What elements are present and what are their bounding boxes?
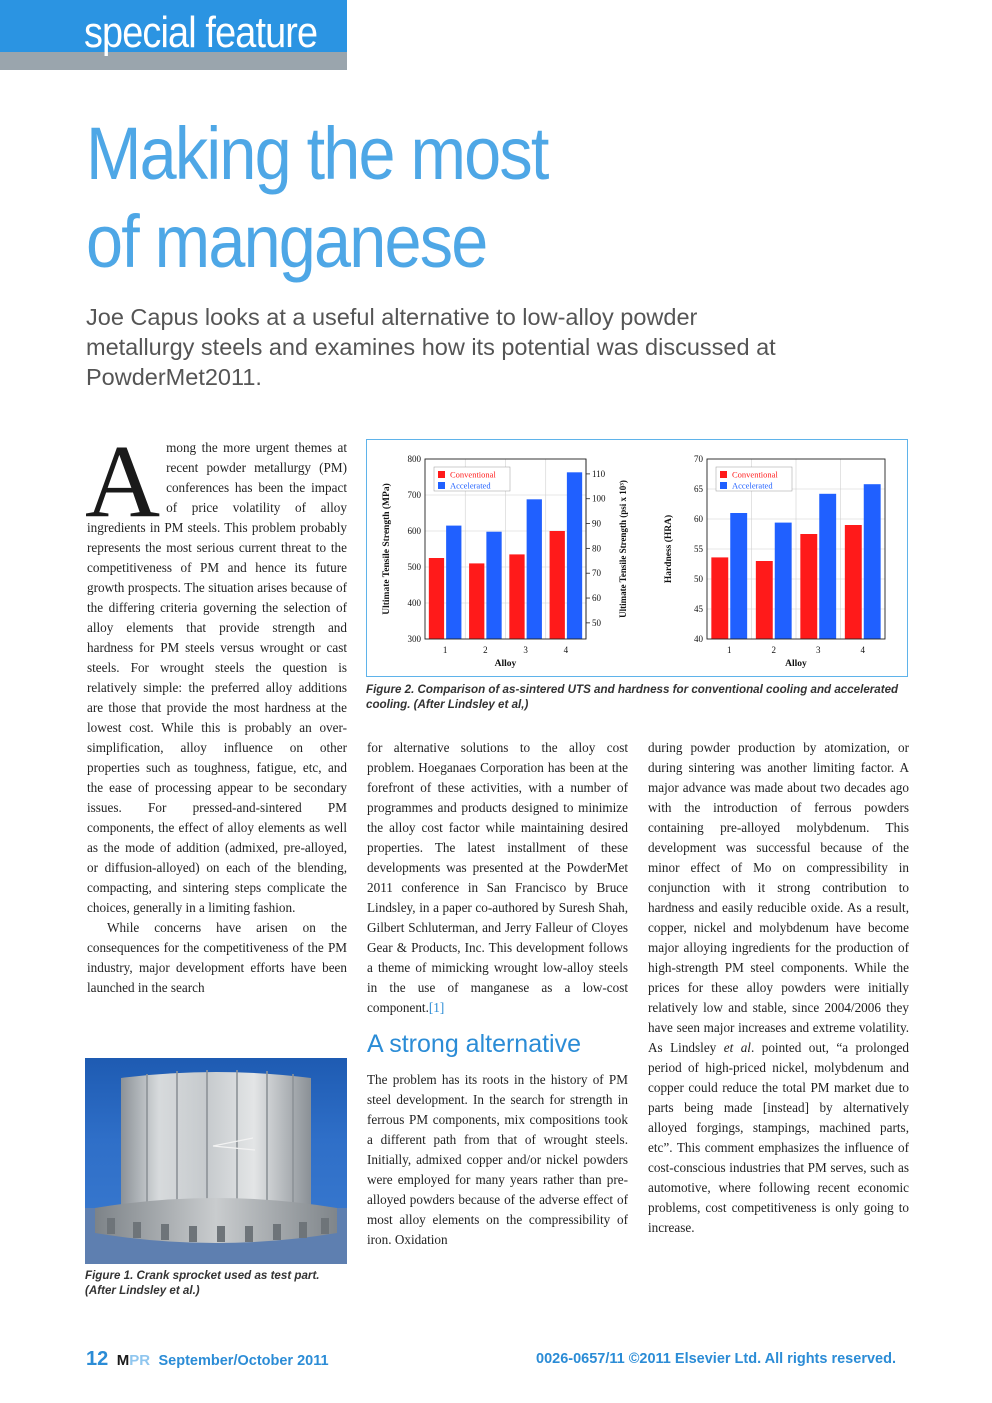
x-tick-label: 4	[563, 645, 569, 655]
figure-1-caption: Figure 1. Crank sprocket used as test part. (After Lindsley et al.)	[85, 1269, 320, 1297]
x-axis-label: Alloy	[494, 659, 517, 669]
column-3	[648, 738, 909, 1238]
col3-text-a: during powder production by atomization, or during sintering was another limiting factor. A major advance was made about two decades ago with the introduction of ferrous powders containing pre-alloyed molybdenum. This development was successful because of the minor effect of Mo on compressibility in conjunction with it strong contribution to hardness and easily reducible oxide. As a result, copper, nickel and molybdenum have become major alloying ingredients for the production of high-strength PM steel components. While the prices for these alloy powders were initially relatively low and stable, since 2004/2006 they have seen major increases and extreme volatility. As Lindsley	[648, 740, 909, 1055]
bar-conventional	[800, 534, 817, 639]
y-axis-label: Ultimate Tensile Strength (MPa)	[382, 483, 392, 615]
title-line-2: of manganese	[86, 200, 487, 283]
legend-entry: Conventional	[450, 469, 496, 480]
legend-entry: Conventional	[732, 469, 778, 480]
legend-swatch	[438, 482, 445, 489]
figure-1-photo	[85, 1058, 347, 1264]
legend-swatch	[720, 482, 727, 489]
y-tick-label: 500	[407, 562, 421, 572]
y-tick-label: 800	[407, 454, 421, 464]
y2-tick-label: 110	[592, 468, 606, 479]
y-tick-label: 40	[694, 634, 703, 644]
y-tick-label: 60	[694, 514, 703, 524]
col3-text-b: . pointed out, “a prolonged period of high-priced nickel, molybdenum and copper could reduce the total PM market due to parts being made [instead] by alternatively alloyed forgings, stampings, machined parts, etc”. This comment emphasizes the influence of cost-conscious industries that PM serves, such as automotive, where following recent economic problems, cost competitiveness is only going to increase.	[648, 1040, 910, 1235]
standfirst: Joe Capus looks at a useful alternative to low-alloy powder metallurgy steels and examines how its potential was discussed at PowderMet2011.	[86, 304, 776, 390]
legend-swatch	[720, 471, 727, 478]
bar-accelerated	[567, 472, 582, 639]
x-axis-label: Alloy	[785, 659, 807, 669]
y2-tick-label: 50	[592, 617, 601, 628]
bar-conventional	[756, 561, 773, 639]
y-tick-label: 50	[694, 574, 703, 584]
bar-conventional	[429, 558, 444, 639]
column-2	[367, 738, 628, 1250]
legend-swatch	[438, 471, 445, 478]
x-tick-label: 1	[727, 645, 732, 655]
magazine-logo	[117, 1352, 150, 1369]
legend-entry: Accelerated	[450, 480, 491, 491]
bar-accelerated	[819, 494, 836, 639]
y-tick-label: 300	[407, 634, 421, 644]
bar-conventional	[509, 554, 524, 639]
bar-accelerated	[730, 513, 747, 639]
bar-accelerated	[864, 484, 881, 639]
title-line-1: Making the most	[86, 112, 548, 195]
x-tick-label: 1	[442, 645, 448, 655]
crank-sprocket-image	[85, 1058, 347, 1264]
magazine-logo-pr: PR	[129, 1352, 151, 1369]
x-tick-label: 2	[771, 645, 776, 655]
y-tick-label: 55	[694, 544, 703, 554]
bar-accelerated	[775, 523, 792, 639]
x-tick-label: 4	[860, 645, 865, 655]
bar-conventional	[469, 563, 484, 639]
subheading: A strong alternative	[367, 1030, 582, 1058]
article-title	[86, 110, 786, 286]
magazine-logo-m: M	[116, 1352, 130, 1369]
figure-2-caption: Figure 2. Comparison of as-sintered UTS and hardness for conventional cooling and accelerated cooling. (After Lindsley et al,)	[366, 683, 899, 711]
bar-accelerated	[446, 526, 461, 639]
x-tick-label: 3	[816, 645, 821, 655]
y2-axis-label: Ultimate Tensile Strength (psi x 10³)	[618, 480, 628, 618]
y-tick-label: 65	[694, 484, 703, 494]
col3-etal: et al	[723, 1040, 751, 1055]
col1-p2: While concerns have arisen on the consequences for the competitiveness of the PM industry, major development efforts have been launched in the search	[87, 920, 347, 995]
bar-conventional	[711, 557, 728, 639]
x-tick-label: 2	[483, 645, 488, 655]
section-label: special feature	[84, 8, 318, 57]
figure-2-frame	[366, 439, 908, 677]
y2-tick-label: 90	[592, 518, 601, 529]
y-tick-label: 70	[694, 454, 703, 464]
y-axis-label: Hardness (HRA)	[664, 514, 674, 584]
x-tick-label: 3	[523, 645, 528, 655]
footer-left	[86, 1348, 329, 1371]
y-tick-label: 600	[407, 526, 421, 536]
bar-conventional	[845, 525, 862, 639]
bar-conventional	[550, 531, 565, 639]
bar-accelerated	[527, 499, 542, 639]
y-tick-label: 700	[407, 490, 421, 500]
y2-tick-label: 80	[592, 543, 601, 554]
y2-tick-label: 100	[592, 493, 606, 504]
legend-entry: Accelerated	[732, 480, 773, 491]
y2-tick-label: 70	[592, 568, 601, 579]
y-tick-label: 45	[694, 604, 703, 614]
paragraph	[85, 424, 347, 918]
col2-p1	[367, 738, 628, 1018]
col3-p1	[648, 738, 909, 1238]
y-tick-label: 400	[407, 598, 421, 608]
col2-p2: The problem has its roots in the history of PM steel development. In the search for strength in ferrous PM components, mix compositions took a different path from that of wrought steels. Initially, admixed copper and/or nickel powders were employed for many years rather than pre-alloyed powders because of the adverse effect of most alloy elements on the compressibility of iron. Oxidation	[367, 1072, 628, 1247]
drop-cap: A	[85, 424, 161, 539]
col1-p1-text: mong the more urgent themes at recent powder metallurgy (PM) conferences has been the impact of price volatility of alloy ingredients in PM steels. This problem probably represents the most serious current threat to the competitiveness of PM and hence its future growth prospects. The situation arises because of the differing criteria governing the selection of alloy elements that provide strength and hardness for PM steels versus wrought or cast steels. For wrought steels the question is relatively simple: the preferred alloy additions are those that provide the most hardness at the lowest cost. While this is probably an over-simplification, alloy influence on other properties such as toughness, fatigue, etc, and the ease of processing appear to be secondary issues. For pressed-and-sintered PM components, the effect of alloy elements as well as the mode of addition (admixed, pre-alloyed, or diffusion-alloyed) on each of the blending, compacting, and sintering steps complicate the choices, generally in a limiting fashion.	[87, 440, 347, 915]
figure-2-charts	[367, 440, 907, 676]
column-1	[85, 424, 347, 998]
col2-p1-text: for alternative solutions to the alloy cost problem. Hoeganaes Corporation has been at the forefront of these activities, with a number of programmes and products designed to minimize the alloy cost factor while maintaining desired properties. The latest installment of these developments was presented at the PowderMet 2011 conference in San Francisco by Bruce Lindsley, in a paper co-authored by Suresh Shah, Gilbert Schluterman, and Jerry Falleur of Cloyes Gear & Products, Inc. This development follows a theme of mimicking wrought low-alloy steels in the use of manganese as a low-cost component.	[367, 740, 628, 1015]
copyright: 0026-0657/11 ©2011 Elsevier Ltd. All rights reserved.	[536, 1351, 896, 1367]
issue-date: September/October 2011	[158, 1353, 329, 1369]
reference-link[interactable]: [1]	[428, 1000, 445, 1015]
page-number: 12	[86, 1348, 109, 1370]
bar-accelerated	[486, 532, 501, 639]
y2-tick-label: 60	[592, 593, 601, 604]
